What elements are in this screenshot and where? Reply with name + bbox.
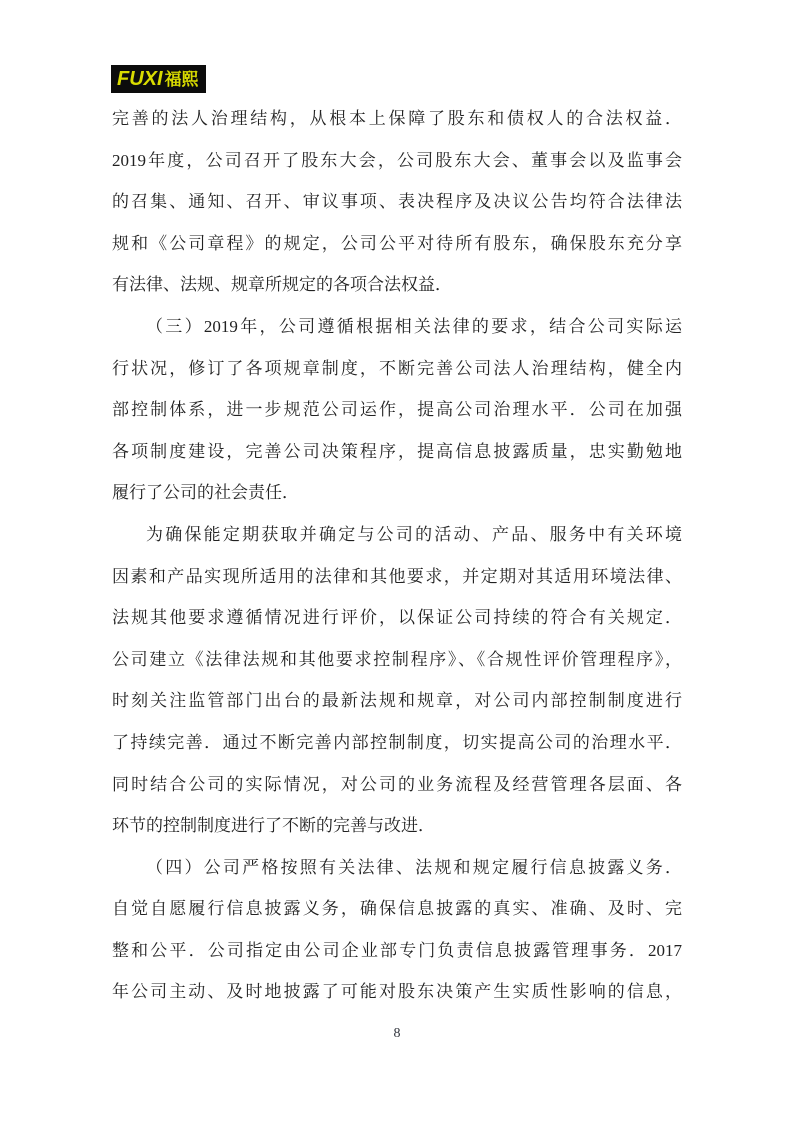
text-line: 同时结合公司的实际情况，对公司的业务流程及经营管理各层面、各 <box>112 774 682 794</box>
text-line: （三）2019年，公司遵循根据相关法律的要求，结合公司实际运 <box>146 316 682 336</box>
text-line: 了持续完善．通过不断完善内部控制制度，切实提高公司的治理水平． <box>112 732 682 752</box>
paragraph <box>112 306 682 514</box>
text-line: 环节的控制制度进行了不断的完善与改进． <box>112 816 435 836</box>
document-body <box>112 98 682 1013</box>
text-line: 完善的法人治理结构，从根本上保障了股东和债权人的合法权益． <box>112 109 682 128</box>
paragraph <box>112 847 682 1013</box>
text-line: 履行了公司的社会责任． <box>112 483 299 503</box>
text-line: 年公司主动、及时地披露了可能对股东决策产生实质性影响的信息， <box>112 982 682 1002</box>
logo-latin-text: FUXI <box>117 68 163 90</box>
text-line: 整和公平．公司指定由公司企业部专门负责信息披露管理事务．2017 <box>112 940 682 960</box>
text-line: 的召集、通知、召开、审议事项、表决程序及决议公告均符合法律法 <box>112 192 682 212</box>
page-number: 8 <box>393 1026 401 1041</box>
text-line: 因素和产品实现所适用的法律和其他要求，并定期对其适用环境法律、 <box>112 566 682 586</box>
text-line: 行状况，修订了各项规章制度，不断完善公司法人治理结构，健全内 <box>112 358 682 378</box>
text-line: 部控制体系，进一步规范公司运作，提高公司治理水平．公司在加强 <box>112 400 682 420</box>
paragraph <box>112 514 682 847</box>
company-logo <box>111 65 206 93</box>
text-line: 自觉自愿履行信息披露义务，确保信息披露的真实、准确、及时、完 <box>112 899 682 919</box>
text-line: 规和《公司章程》的规定，公司公平对待所有股东，确保股东充分享 <box>112 233 682 253</box>
text-line: 2019年度，公司召开了股东大会，公司股东大会、董事会以及监事会 <box>112 150 682 170</box>
logo-cjk-text: 福熙 <box>164 69 199 89</box>
text-line: 有法律、法规、规章所规定的各项合法权益． <box>112 275 452 295</box>
text-line: 为确保能定期获取并确定与公司的活动、产品、服务中有关环境 <box>146 524 682 544</box>
text-line: 时刻关注监管部门出台的最新法规和规章，对公司内部控制制度进行 <box>112 691 682 711</box>
text-line: 公司建立《法律法规和其他要求控制程序》、《合规性评价管理程序》， <box>112 649 682 669</box>
paragraph <box>112 98 682 306</box>
text-line: （四）公司严格按照有关法律、法规和规定履行信息披露义务． <box>146 857 682 877</box>
text-line: 法规其他要求遵循情况进行评价，以保证公司持续的符合有关规定． <box>112 608 682 628</box>
text-line: 各项制度建设，完善公司决策程序，提高信息披露质量，忠实勤勉地 <box>112 441 682 461</box>
